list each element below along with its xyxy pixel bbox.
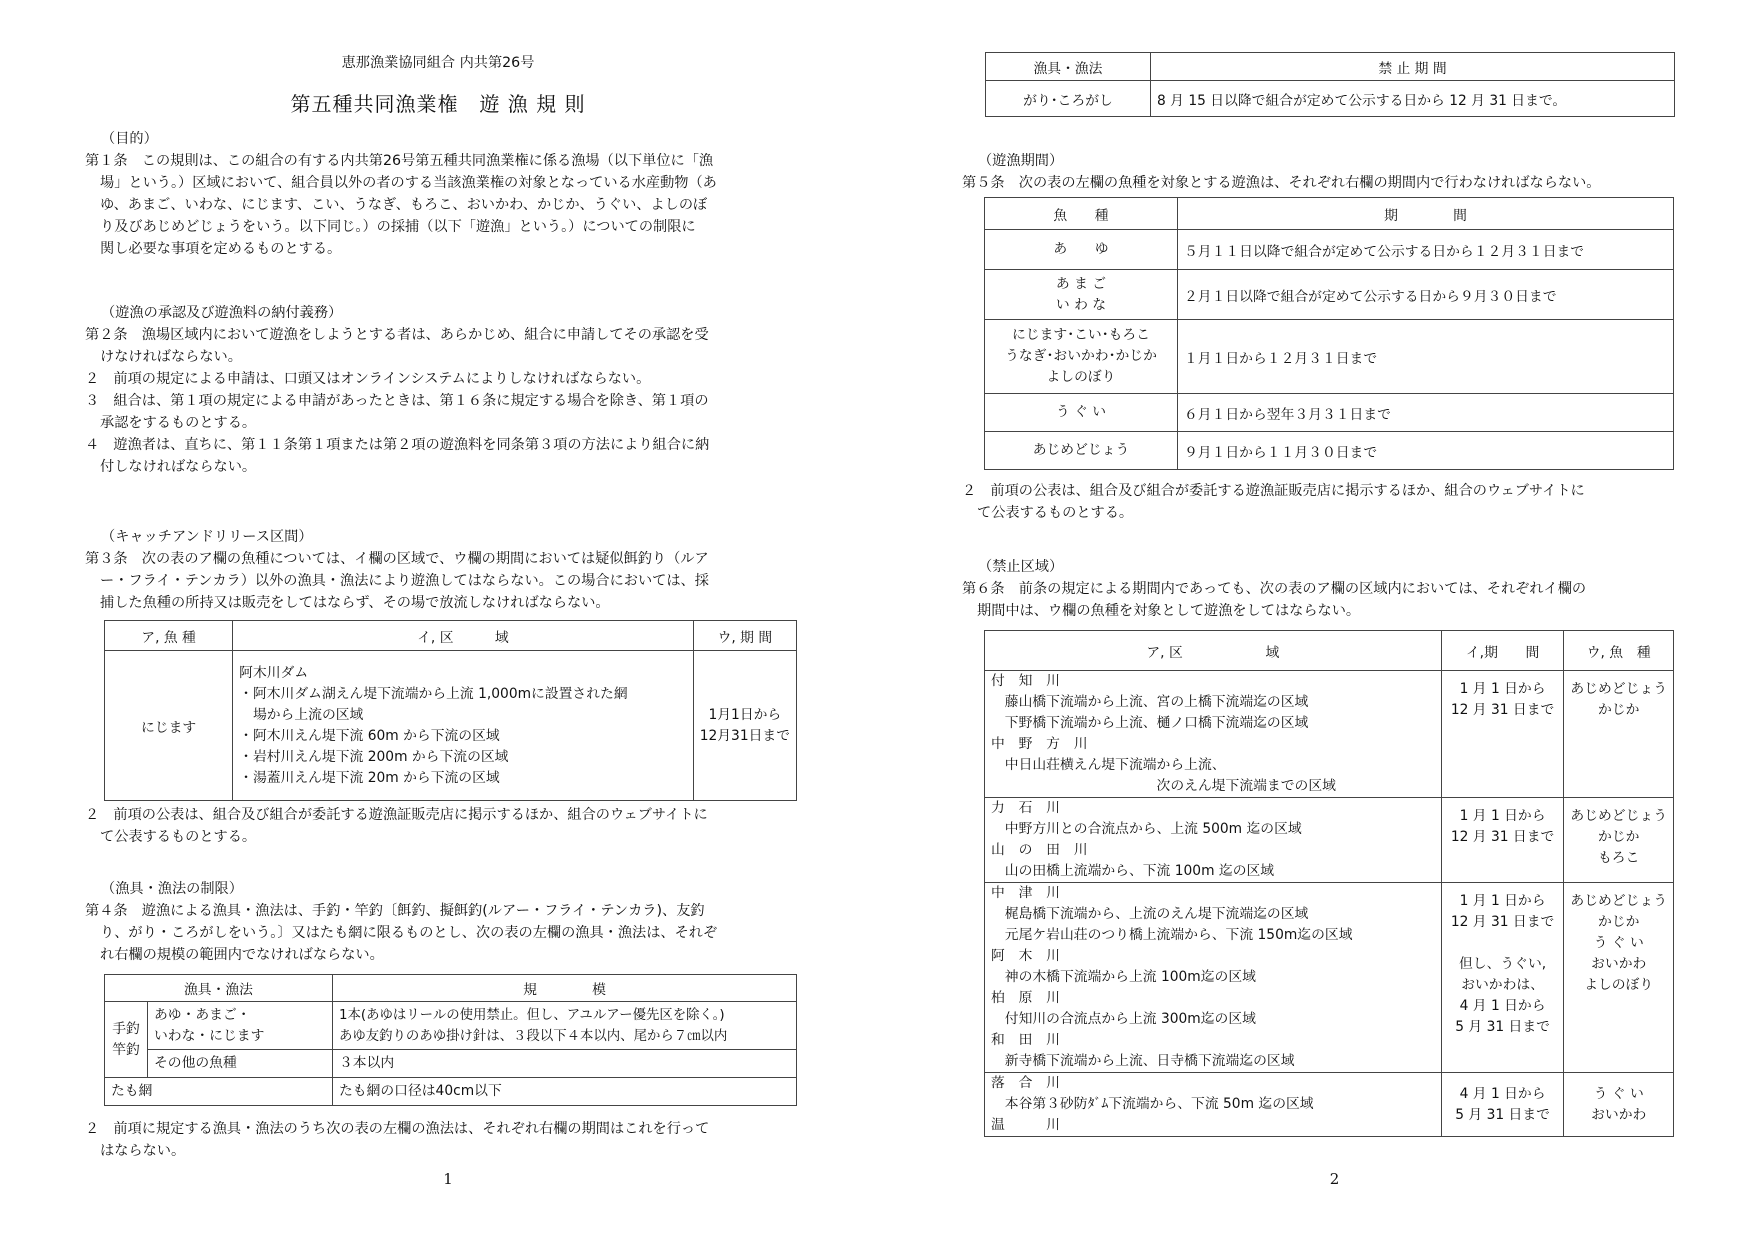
table-header: ウ, 魚 種 <box>1564 631 1674 671</box>
area-line: 付 知 川 <box>991 673 1060 689</box>
period-line: 12月31日まで <box>699 727 790 744</box>
season-fish-cell <box>985 230 1178 270</box>
gear-scale-cell: たも網の口径は40cm以下 <box>332 1078 796 1106</box>
fish-line: う ぐ い <box>1055 404 1107 420</box>
document-header: 恵那漁業協同組合 内共第26号 <box>341 55 535 71</box>
gear-group-line: 手釣 <box>112 1020 140 1037</box>
table-header: ア, 区 域 <box>985 631 1442 671</box>
period-line: おいかわは、 <box>1461 977 1544 993</box>
area-cell <box>985 671 1442 798</box>
season-fish-cell <box>985 270 1178 320</box>
fish-line: かじか <box>1598 914 1640 930</box>
paragraph-line: 場」という。）区域において、組合員以外の者のする当該漁業権の対象となっている水産動物（あ <box>100 175 717 191</box>
season-note <box>962 480 1585 524</box>
paragraph-line: はならない。 <box>100 1143 186 1159</box>
area-line: 中野方川との合流点から、上流 500m 迄の区域 <box>991 821 1302 837</box>
area-line: ・湯蓋川えん堤下流 20m から下流の区域 <box>239 769 500 786</box>
gear-fish-cell <box>148 1002 333 1050</box>
paragraph-line: 第２条 漁場区域内において遊漁をしようとする者は、あらかじめ、組合に申請してその承認を受 <box>85 327 709 343</box>
section-heading: （遊漁期間） <box>978 153 1064 169</box>
area-line: 中 野 方 川 <box>991 736 1088 752</box>
area-cell <box>985 883 1442 1073</box>
area-line: 場から上流の区域 <box>239 706 364 723</box>
fish-line: う ぐ い <box>1593 935 1644 951</box>
paragraph-line: ２ 前項の公表は、組合及び組合が委託する遊漁証販売店に掲示するほか、組合のウェブサイトに <box>85 807 708 823</box>
season-fish-cell <box>985 432 1178 470</box>
gear-scale-line: あゆ友釣りのあゆ掛け針は、３段以下４本以内、尾から７㎝以内 <box>338 1028 728 1044</box>
paragraph-line: 期間中は、ウ欄の魚種を対象として遊漁をしてはならない。 <box>977 603 1361 619</box>
area-line: 中日山荘横えん堤下流端から上流、 <box>991 757 1226 773</box>
gear-fish-line: あゆ・あまご・ <box>154 1006 251 1023</box>
area-line: 山の田橋上流端から、下流 100m 迄の区域 <box>991 863 1275 879</box>
season-fish-cell <box>985 394 1178 432</box>
gear-table <box>104 974 797 1106</box>
fish-line: もろこ <box>1598 850 1640 866</box>
area-line: 付知川の合流点から上流 300m迄の区域 <box>991 1011 1256 1027</box>
table-header: 魚 種 <box>985 198 1178 230</box>
season-fish-cell <box>985 320 1178 394</box>
fish-line: あ ま ご <box>1055 275 1107 292</box>
fish-cell <box>1564 671 1674 798</box>
area-line: ・岩村川えん堤下流 200m から下流の区域 <box>239 748 509 765</box>
fish-line: かじか <box>1598 702 1640 718</box>
area-line: 元尾ケ岩山荘のつり橋上流端から、下流 150m迄の区域 <box>991 927 1353 943</box>
catch-release-note <box>85 804 708 848</box>
fish-line: あじめどじょう <box>1032 442 1130 458</box>
gear-type-cell: たも網 <box>105 1078 333 1106</box>
area-line: 柏 原 川 <box>991 990 1060 1006</box>
prohibited-area-table <box>984 630 1674 1137</box>
fish-line: よしのぼり <box>1046 369 1116 385</box>
area-cell <box>985 1073 1442 1137</box>
table-header: ア, 魚 種 <box>105 621 233 651</box>
area-line: 阿木川ダム <box>239 664 309 681</box>
fish-line: あじめどじょう <box>1570 893 1667 909</box>
section-season <box>962 150 1600 194</box>
area-line: 力 石 川 <box>991 800 1060 816</box>
paragraph-line: ２ 前項の規定による申請は、口頭又はオンラインシステムによりしなければならない。 <box>85 371 651 387</box>
document-title: 第五種共同漁業権 遊 漁 規 則 <box>290 92 586 116</box>
section-heading: （目的） <box>101 131 158 147</box>
gear-fish-line: いわな・にじます <box>154 1027 265 1044</box>
section-gear <box>85 878 717 966</box>
area-line: ・阿木川えん堤下流 60m から下流の区域 <box>239 727 500 744</box>
area-line: 梶島橋下流端から、上流のえん堤下流端迄の区域 <box>991 906 1309 922</box>
season-period-cell: ５月１１日以降で組合が定めて公示する日から１２月３１日まで <box>1178 230 1674 270</box>
area-line: 中 津 川 <box>991 885 1060 901</box>
area-line: 阿 木 川 <box>991 948 1060 964</box>
area-line: ・阿木川ダム湖えん堤下流端から上流 1,000mに設置された網 <box>239 685 628 702</box>
table-header: 禁 止 期 間 <box>1151 53 1675 81</box>
area-line: 藤山橋下流端から上流、宮の上橋下流端迄の区域 <box>991 694 1309 710</box>
period-spacer <box>1448 933 1558 954</box>
section-heading: （禁止区域） <box>978 559 1064 575</box>
period-cell <box>693 651 796 801</box>
paragraph-line: ４ 遊漁者は、直ちに、第１１条第１項または第２項の遊漁料を同条第３項の方法により組合に納 <box>85 437 710 453</box>
paragraph-line: 第６条 前条の規定による期間内であっても、次の表のア欄の区域内においては、それぞれイ欄の <box>962 581 1587 597</box>
area-line: 本谷第３砂防ﾀﾞﾑ下流端から、下流 50m 迄の区域 <box>991 1096 1314 1112</box>
section-heading: （遊漁の承認及び遊漁料の納付義務） <box>101 305 343 321</box>
fish-line: よしのぼり <box>1584 977 1654 993</box>
paragraph-line: 第５条 次の表の左欄の魚種を対象とする遊漁は、それぞれ右欄の期間内で行わなければならない。 <box>962 175 1601 191</box>
paragraph-line: て公表するものとする。 <box>100 829 257 845</box>
paragraph-line: ２ 前項の公表は、組合及び組合が委託する遊漁証販売店に掲示するほか、組合のウェブサイトに <box>962 483 1585 499</box>
paragraph-line: 捕した魚種の所持又は販売をしてはならず、その場で放流しなければならない。 <box>100 595 610 611</box>
period-cell <box>1441 798 1564 883</box>
gear-scale-line: 1本(あゆはリールの使用禁止。但し、アユルアー優先区を除く。) <box>338 1007 725 1023</box>
area-cell <box>233 651 694 801</box>
gear-group-line: 竿釣 <box>112 1041 140 1058</box>
area-line: 下野橋下流端から上流、樋ノ口橋下流端迄の区域 <box>991 715 1309 731</box>
paragraph-line: ３ 組合は、第１項の規定による申請があったときは、第１６条に規定する場合を除き、第１項の <box>85 393 709 409</box>
period-line: 12 月 31 日まで <box>1450 702 1555 718</box>
page-number: 1 <box>443 1170 453 1188</box>
area-line: 神の木橋下流端から上流 100m迄の区域 <box>991 969 1256 985</box>
area-cell <box>985 798 1442 883</box>
period-line: 12 月 31 日まで <box>1450 914 1555 930</box>
table-header: ウ, 期 間 <box>693 621 796 651</box>
paragraph-line: て公表するものとする。 <box>977 505 1134 521</box>
paragraph-line: 付しなければならない。 <box>100 459 257 475</box>
section-heading: （漁具・漁法の制限） <box>101 881 243 897</box>
paragraph-line: ゆ、あまご、いわな、にじます、こい、うなぎ、もろこ、おいかわ、かじか、うぐい、よしのぼ <box>100 197 708 213</box>
fish-line: にじます･こい･もろこ <box>1012 327 1150 343</box>
fish-line: あ ゆ <box>1053 241 1109 257</box>
ban-period-table <box>985 52 1675 117</box>
table-header: イ, 区 域 <box>233 621 694 651</box>
fish-cell <box>1564 883 1674 1073</box>
period-line: 4 月 1 日から <box>1459 1085 1546 1102</box>
fish-cell: にじます <box>105 651 233 801</box>
section-catch-release <box>85 526 709 614</box>
table-header: 期 間 <box>1178 198 1674 230</box>
table-header: 漁具・漁法 <box>986 53 1151 81</box>
fish-line: おいかわ <box>1591 956 1647 972</box>
period-cell <box>1441 1073 1564 1137</box>
period-line: 5 月 31 日まで <box>1455 1019 1550 1035</box>
fish-line: あじめどじょう <box>1570 681 1667 697</box>
period-line: 5 月 31 日まで <box>1455 1106 1550 1123</box>
page-1 <box>0 0 876 1240</box>
gear-fish-cell: その他の魚種 <box>148 1050 333 1078</box>
area-line: 落 合 川 <box>991 1075 1060 1091</box>
paragraph-line: り、がり・ころがしをいう。〕又はたも網に限るものとし、次の表の左欄の漁具・漁法は、それぞ <box>100 925 718 941</box>
fish-line: あじめどじょう <box>1570 808 1667 824</box>
ban-period-cell: 8 月 15 日以降で組合が定めて公示する日から 12 月 31 日まで。 <box>1151 81 1675 117</box>
fish-line: い わ な <box>1055 296 1107 313</box>
period-line: 1月1日から <box>708 706 782 723</box>
section-approval <box>85 302 709 478</box>
area-line: 新寺橋下流端から上流、日寺橋下流端迄の区域 <box>991 1053 1295 1069</box>
catch-release-table <box>104 620 797 801</box>
paragraph-line: れ右欄の規模の範囲内でなければならない。 <box>100 947 384 963</box>
period-line: 1 月 1 日から <box>1459 893 1546 909</box>
area-line: 和 田 川 <box>991 1032 1060 1048</box>
season-period-cell: ６月１日から翌年３月３１日まで <box>1178 394 1674 432</box>
paragraph-line: り及びあじめどじょうをいう。以下同じ。）の採捕（以下「遊漁」という。）についての制限に <box>100 219 696 235</box>
page-number: 2 <box>1329 1170 1340 1188</box>
paragraph-line: 第１条 この規則は、この組合の有する内共第26号第五種共同漁業権に係る漁場（以下単位に「漁 <box>85 153 714 169</box>
fish-line: かじか <box>1598 829 1640 845</box>
period-cell <box>1441 883 1564 1073</box>
section-heading: （キャッチアンドリリース区間） <box>101 529 313 545</box>
paragraph-line: けなければならない。 <box>100 349 242 365</box>
period-line: 1 月 1 日から <box>1459 681 1546 697</box>
fish-cell <box>1564 798 1674 883</box>
fish-line: う ぐ い <box>1593 1085 1644 1102</box>
paragraph-line: 第４条 遊漁による漁具・漁法は、手釣・竿釣〔餌釣、擬餌釣(ルアー・フライ・テンカラ)、友釣 <box>85 903 705 919</box>
table-header: 漁具・漁法 <box>105 975 333 1002</box>
season-period-cell: ９月１日から１１月３０日まで <box>1178 432 1674 470</box>
table-header: 規 模 <box>332 975 796 1002</box>
page-2 <box>876 0 1753 1240</box>
period-line: 但し、うぐい, <box>1458 956 1547 972</box>
section-prohibited <box>962 556 1586 622</box>
fish-line: おいかわ <box>1591 1106 1647 1123</box>
paragraph-line: 第３条 次の表のア欄の魚種については、イ欄の区域で、ウ欄の期間においては疑似餌釣り（ルア <box>85 551 709 567</box>
paragraph-line: 関し必要な事項を定めるものとする。 <box>100 241 342 257</box>
fish-line: うなぎ･おいかわ･かじか <box>1005 348 1157 364</box>
period-line: 12 月 31 日まで <box>1450 829 1555 845</box>
paragraph-line: 承認をするものとする。 <box>100 415 257 431</box>
gear-scale-cell <box>332 1002 796 1050</box>
season-period-cell: １月１日から１２月３１日まで <box>1178 320 1674 394</box>
section-purpose <box>85 128 717 260</box>
paragraph-line: ー・フライ・テンカラ）以外の漁具・漁法により遊漁してはならない。この場合においては、採 <box>100 573 709 589</box>
season-period-cell: ２月１日以降で組合が定めて公示する日から９月３０日まで <box>1178 270 1674 320</box>
period-line: 1 月 1 日から <box>1459 808 1546 824</box>
season-table <box>984 197 1674 470</box>
paragraph-line: ２ 前項に規定する漁具・漁法のうち次の表の左欄の漁法は、それぞれ右欄の期間はこれを行って <box>85 1121 710 1137</box>
period-cell <box>1441 671 1564 798</box>
area-line: 次のえん堤下流端までの区域 <box>991 778 1336 794</box>
method-cell: がり･ころがし <box>986 81 1151 117</box>
gear-note <box>85 1118 709 1162</box>
gear-group-cell <box>105 1002 148 1078</box>
area-line: 山 の 田 川 <box>991 842 1088 858</box>
fish-cell <box>1564 1073 1674 1137</box>
period-line: 4 月 1 日から <box>1459 998 1546 1014</box>
gear-scale-cell: ３本以内 <box>332 1050 796 1078</box>
area-line: 温 川 <box>991 1117 1060 1133</box>
table-header: イ,期 間 <box>1441 631 1564 671</box>
